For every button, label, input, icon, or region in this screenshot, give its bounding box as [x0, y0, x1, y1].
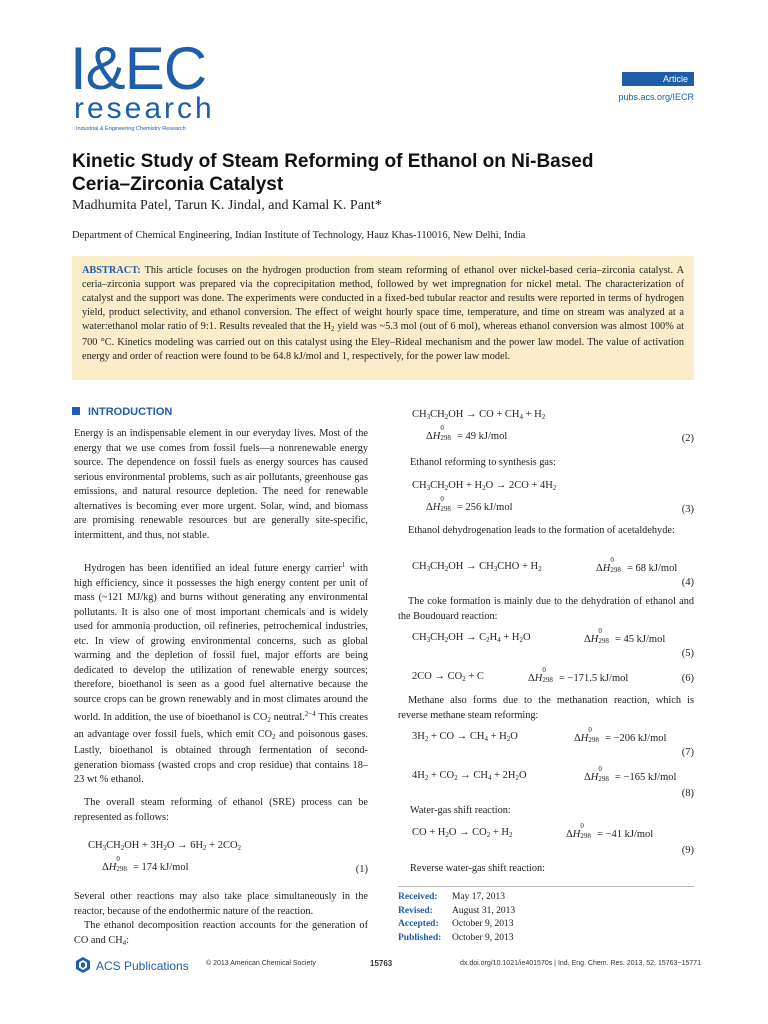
equation-1-number: (1) [355, 864, 368, 875]
dates-divider [398, 886, 694, 887]
article-authors: Madhumita Patel, Tarun K. Jindal, and Kamal K. Pant* [72, 198, 382, 213]
journal-logo-tagline: Industrial & Engineering Chemistry Research [76, 126, 186, 132]
equation-8-enthalpy: ΔH 0 298 = −165 kJ/mol [584, 765, 677, 783]
abstract-label: ABSTRACT: [82, 265, 141, 276]
equation-6-enthalpy: ΔH 0 298 = −171.5 kJ/mol [528, 666, 629, 684]
equation-3-number: (3) [681, 504, 694, 515]
equation-4-enthalpy: ΔH 0 298 = 68 kJ/mol [596, 556, 678, 574]
intro-paragraph-2: Hydrogen has been identified an ideal future energy carrier$^1$ with high efficiency, since it possesses the high energy content per unit of mass (~121 MJ/kg) and burns without generating any environmental pollutants. It is also one of most important chemicals and is widely used for ammonia production, oil refineries, petrochemical industries, etc. In view of growing environmental concerns, such as global warming and the depletion of fossil fuel, major efforts are being dedicated to develop the utilization of renewable energy sources; therefore, bioethanol is seen as a good fuel alternative because the source crops can be grown renewably and in most climates around the world. In addition, the use of bioethanol is $CO_2$ neutral.$^{2-4}$ This creates an advantage over fossil fuels, which emit $CO_2$ and poisonous gases. Lastly, bioethanol is obtained through fermentation of second-generation biomass (wasted crops and crop residue) that contains 18–23 wt % ethanol. [74, 561, 368, 785]
equation-6-number: (6) [681, 673, 694, 684]
equation-9-number: (9) [681, 845, 694, 856]
journal-logo: I&EC [70, 35, 207, 102]
reaction-caption-dehydrogenation: Ethanol dehydrogenation leads to the formation of acetaldehyde: [408, 525, 675, 536]
equation-2-enthalpy: ΔH 0 298 = 49 kJ/mol [426, 424, 508, 442]
equation-8-number: (8) [681, 788, 694, 799]
equation-3-enthalpy: ΔH 0 298 = 256 kJ/mol [426, 495, 513, 513]
intro-paragraph-3: The overall steam reforming of ethanol (SRE) process can be represented as follows: [74, 797, 368, 823]
section-heading-introduction: INTRODUCTION [72, 406, 172, 418]
journal-url-link[interactable]: pubs.acs.org/IECR [618, 92, 694, 102]
abstract-box [72, 256, 694, 380]
equation-5-number: (5) [681, 648, 694, 659]
equation-1-enthalpy: ΔH 0 298 = 174 kJ/mol [102, 855, 189, 873]
acs-hexagon-icon [74, 956, 92, 974]
reaction-caption-water-gas-shift: Water-gas shift reaction: [410, 805, 511, 816]
journal-logo-sub: research [74, 92, 215, 125]
equation-6: $2CO \to CO_2 + C$ [412, 671, 484, 683]
equation-9-enthalpy: ΔH 0 298 = −41 kJ/mol [566, 822, 654, 840]
equation-8: $4H_2 + CO_2 \to CH_4 + 2H_2O$ [412, 770, 527, 782]
article-dates: Received: May 17, 2013 Revised: August 31, 2013 Accepted: October 9, 2013 Published: October 9, 2013 [398, 892, 516, 943]
equation-5: $CH_3CH_2OH \to C_2H_4 + H_2O$ [412, 632, 531, 644]
equation-3: $CH_3CH_2OH + H_2O \to 2CO + 4H_2$ [412, 480, 557, 492]
equation-2: $CH_3CH_2OH$ → CO + $CH_4 + H_2$ [412, 409, 546, 421]
intro-paragraph-4: Several other reactions may also take place simultaneously in the reactor, because of the endothermic nature of the reaction. [74, 891, 368, 917]
intro-paragraph-1: Energy is an indispensable element in our everyday lives. Most of the energy that we use comes from fossil fuels—a nonrenewable energy source. The dependence on fossil fuels as energy sources has caused serious environmental problems, such as air pollutants, greenhouse gas emissions, and natural resource depletion. The need for renewable alternatives is becoming ever more urgent. Solar, wind, and biomass are promising renewable resources but are generally site-specific, intermittent, and thus, not stable. [74, 428, 368, 541]
equation-1: $CH_3CH_2OH + 3H_2O \to 6H_2 + 2CO_2$ [88, 840, 242, 852]
intro-paragraph-5: The ethanol decomposition reaction accounts for the generation of CO and $CH_4$: [74, 920, 368, 947]
equation-2-number: (2) [681, 433, 694, 444]
equation-5-enthalpy: ΔH 0 298 = 45 kJ/mol [584, 627, 666, 645]
equation-4: $CH_3CH_2OH \to CH_3CHO + H_2$ [412, 561, 542, 573]
footer-copyright: © 2013 American Chemical Society [206, 960, 316, 967]
reaction-caption-methanation: Methane also forms due to the methanation reaction, which is reverse methane steam reforming: [398, 695, 694, 721]
reaction-caption-synthesis-gas: Ethanol reforming to synthesis gas: [410, 457, 556, 468]
article-type-badge: Article [622, 72, 694, 86]
article-affiliation: Department of Chemical Engineering, Indian Institute of Technology, Hauz Khas-110016, New Delhi, India [72, 230, 526, 241]
abstract-text: This article focuses on the hydrogen production from steam reforming of ethanol over nickel-based ceria–zirconia catalyst. A ceria–zirconia support was prepared via the coprecipitation method, followed by wet impregnation for nickel metal. The characterization of catalyst and the support was done. The experiments were conducted in a fixed-bed tubular reactor and results were reported in terms of hydrogen yield, product selectivity, and ethanol conversion. The effect of weight hourly space time, temperature, and time on stream was analyzed at a water:ethanol molar ratio of 9:1. Results revealed that the $H_2$ yield was ~5.3 mol (out of 6 mol), whereas ethanol conversion was almost 100% at 700 °C. Kinetics modeling was carried out on this catalyst using the Eley–Rideal mechanism and the power law model. The value of activation energy and order of reaction were found to be 64.8 kJ/mol and 1, respectively, for the power law model. [82, 265, 685, 362]
article-title: Kinetic Study of Steam Reforming of Ethanol on Ni-Based Ceria–Zirconia Catalyst [72, 151, 594, 195]
footer-doi-link[interactable]: dx.doi.org/10.1021/ie401570s | Ind. Eng. Chem. Res. 2013, 52, 15763−15771 [460, 960, 701, 967]
equation-4-number: (4) [681, 577, 694, 588]
reaction-caption-reverse-water-gas-shift: Reverse water-gas shift reaction: [410, 863, 546, 874]
section-square-icon [72, 407, 80, 415]
acs-publications-logo: ACS Publications [74, 956, 189, 974]
reaction-caption-coke: The coke formation is mainly due to the dehydration of ethanol and the Boudouard reaction: [398, 596, 694, 622]
equation-7: $3H_2$ + CO → $CH_4 + H_2O$ [412, 731, 518, 743]
equation-7-enthalpy: ΔH 0 298 = −206 kJ/mol [574, 726, 667, 744]
equation-9: CO + $H_2O \to CO_2 + H_2$ [412, 827, 513, 839]
equation-7-number: (7) [681, 747, 694, 758]
footer-page-number: 15763 [370, 959, 393, 968]
